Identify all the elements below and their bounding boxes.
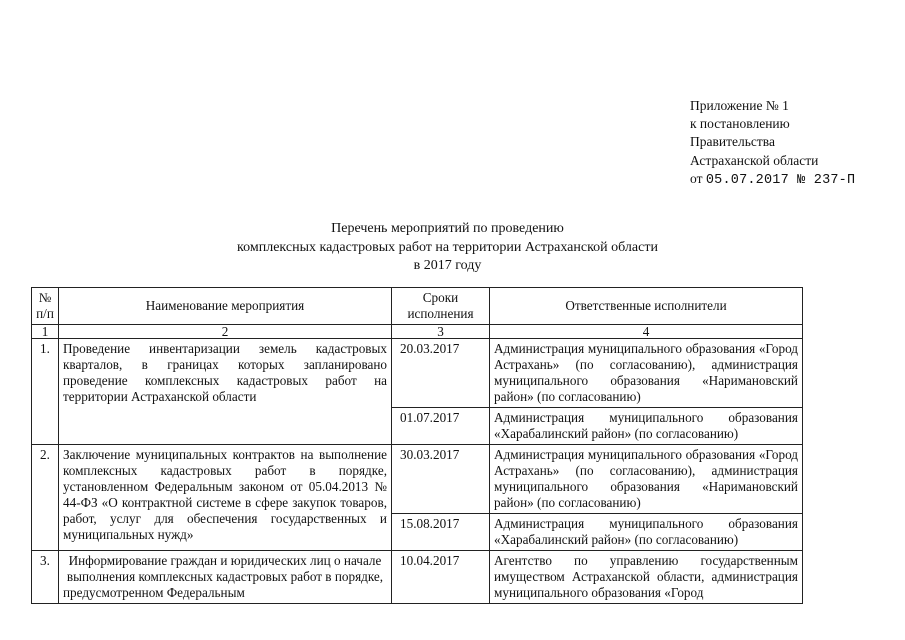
table-row	[32, 551, 803, 604]
header-name: Наименование мероприятия	[59, 288, 392, 325]
col-number: 3	[392, 325, 490, 339]
col-number: 2	[59, 325, 392, 339]
title-line: комплексных кадастровых работ на территории Астраханской области	[237, 239, 658, 255]
deadline: 20.03.2017	[392, 339, 490, 408]
header-term: Сроки исполнения	[392, 288, 490, 325]
document-title	[0, 220, 905, 276]
row-number: 2.	[32, 445, 59, 551]
col-number: 1	[32, 325, 59, 339]
measure-name: Информирование граждан и юридических лиц о начале выполнения комплексных кадастровых работ в порядке, предусмотренном Федеральным	[59, 551, 392, 604]
responsible: Администрация муниципального образования «Харабалинский район» (по согласованию)	[490, 408, 803, 445]
title-line: в 2017 году	[413, 258, 482, 273]
measures-table	[31, 287, 803, 604]
deadline: 30.03.2017	[392, 445, 490, 514]
row-number: 1.	[32, 339, 59, 445]
deadline: 10.04.2017	[392, 551, 490, 604]
annex-date-prefix: от	[690, 170, 703, 186]
deadline: 15.08.2017	[392, 514, 490, 551]
responsible: Администрация муниципального образования «Город Астрахань» (по согласованию), администрация муниципального образования «Наримановский район» (по согласованию)	[490, 445, 803, 514]
annex-line: Правительства	[690, 134, 775, 150]
deadline: 01.07.2017	[392, 408, 490, 445]
responsible: Администрация муниципального образования «Харабалинский район» (по согласованию)	[490, 514, 803, 551]
annex-line: Приложение № 1	[690, 98, 789, 113]
title-line: Перечень мероприятий по проведению	[331, 221, 564, 236]
annex-date-value: 05.07.2017 № 237-П	[705, 172, 856, 188]
table-row	[32, 445, 803, 514]
table-row	[32, 339, 803, 408]
responsible: Агентство по управлению государственным имуществом Астраханской области, администрация муниципального образования «Город	[490, 551, 803, 604]
row-number: 3.	[32, 551, 59, 604]
column-number-row	[32, 325, 803, 339]
header-num: № п/п	[32, 288, 59, 325]
annex-line: Астраханской области	[690, 152, 819, 168]
measure-name: Проведение инвентаризации земель кадастровых кварталов, в границах которых запланировано проведение комплексных кадастровых работ на территории Астраханской области	[59, 339, 392, 445]
responsible: Администрация муниципального образования «Город Астрахань» (по согласованию), администрация муниципального образования «Наримановский район» (по согласованию)	[490, 339, 803, 408]
header-resp: Ответственные исполнители	[490, 288, 803, 325]
table-header-row	[32, 288, 803, 325]
col-number: 4	[490, 325, 803, 339]
annex-block	[690, 97, 855, 190]
annex-line: к постановлению	[690, 116, 790, 132]
annex-date-line	[690, 170, 855, 190]
measure-name: Заключение муниципальных контрактов на выполнение комплексных кадастровых работ в порядке, установленном Федеральным законом от 05.04.2013 № 44-ФЗ «О контрактной системе в сфере закупок товаров, работ, услуг для обеспечения государственных и муниципальных нужд»	[59, 445, 392, 551]
